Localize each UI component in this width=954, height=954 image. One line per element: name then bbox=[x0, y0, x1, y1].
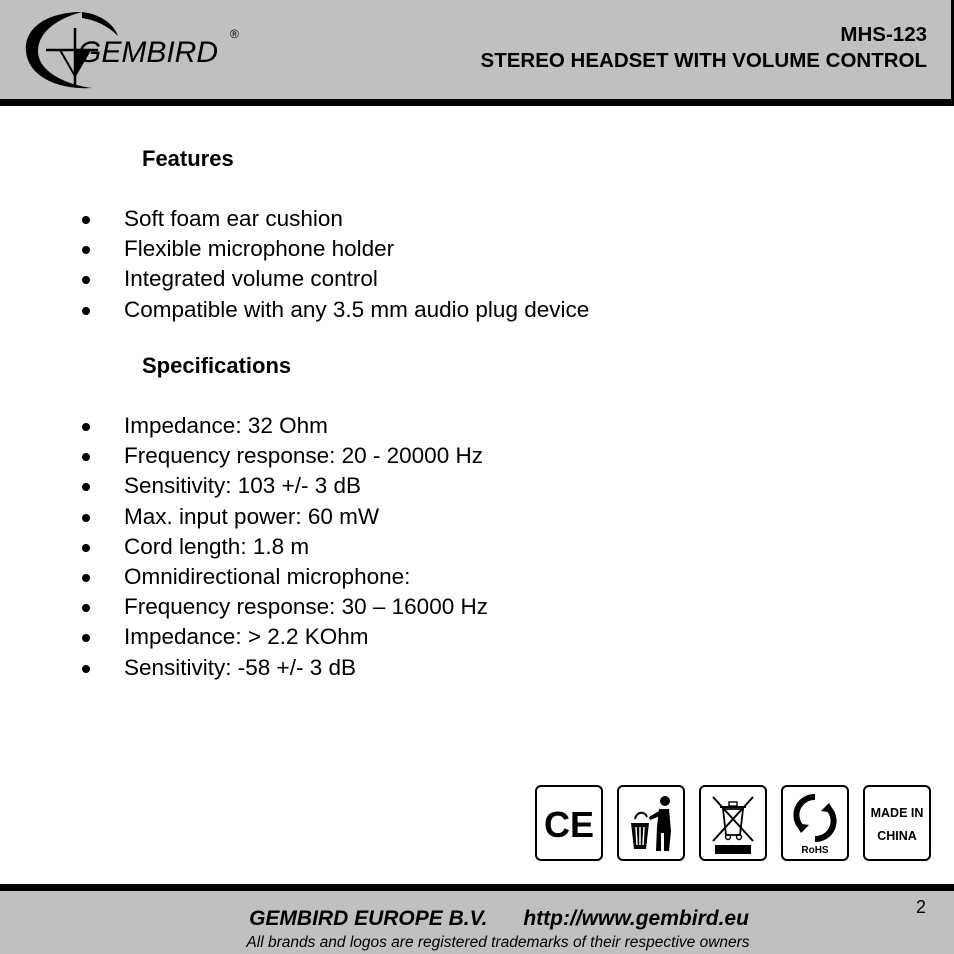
bullet-icon bbox=[82, 216, 90, 224]
list-item: Impedance: 32 Ohm bbox=[0, 411, 488, 441]
company-name: GEMBIRD EUROPE B.V. bbox=[249, 907, 488, 930]
specifications-list bbox=[0, 411, 488, 683]
bullet-icon bbox=[82, 514, 90, 522]
bullet-icon bbox=[82, 276, 90, 284]
page-footer bbox=[0, 884, 954, 954]
list-item: Sensitivity: 103 +/- 3 dB bbox=[0, 471, 488, 501]
list-item: Integrated volume control bbox=[0, 264, 589, 294]
list-item: Impedance: > 2.2 KOhm bbox=[0, 622, 488, 652]
rohs-label: RoHS bbox=[801, 845, 829, 856]
list-item: Flexible microphone holder bbox=[0, 234, 589, 264]
list-item: Compatible with any 3.5 mm audio plug device bbox=[0, 295, 589, 325]
list-item: Soft foam ear cushion bbox=[0, 204, 589, 234]
page-number: 2 bbox=[915, 897, 926, 917]
bullet-icon bbox=[82, 423, 90, 431]
trademark-notice: All brands and logos are registered trademarks of their respective owners bbox=[246, 934, 750, 951]
product-name: STEREO HEADSET WITH VOLUME CONTROL bbox=[480, 49, 927, 72]
bullet-icon bbox=[82, 453, 90, 461]
list-item: Frequency response: 20 - 20000 Hz bbox=[0, 441, 488, 471]
made-in-china-icon bbox=[863, 785, 931, 861]
tidy-man-icon bbox=[617, 785, 685, 861]
registered-mark: ® bbox=[230, 27, 239, 41]
list-item: Frequency response: 30 – 16000 Hz bbox=[0, 592, 488, 622]
bullet-icon bbox=[82, 307, 90, 315]
ce-mark-icon bbox=[535, 785, 603, 861]
china-label: CHINA bbox=[877, 829, 917, 843]
bullet-icon bbox=[82, 634, 90, 642]
list-item: Cord length: 1.8 m bbox=[0, 532, 488, 562]
weee-bin-icon bbox=[699, 785, 767, 861]
bullet-icon bbox=[82, 246, 90, 254]
ce-mark-text: CE bbox=[543, 804, 595, 845]
rohs-icon bbox=[781, 785, 849, 861]
list-item: Sensitivity: -58 +/- 3 dB bbox=[0, 653, 488, 683]
logo-wordmark: GEMBIRD bbox=[78, 36, 219, 69]
bullet-icon bbox=[82, 483, 90, 491]
specifications-heading: Specifications bbox=[142, 353, 292, 378]
page-header bbox=[0, 0, 954, 106]
features-heading: Features bbox=[142, 146, 234, 171]
list-item: Omnidirectional microphone: bbox=[0, 562, 488, 592]
website-link[interactable]: http://www.gembird.eu bbox=[523, 907, 749, 930]
bullet-icon bbox=[82, 604, 90, 612]
features-list bbox=[0, 204, 589, 325]
model-number: MHS-123 bbox=[840, 23, 927, 46]
bullet-icon bbox=[82, 544, 90, 552]
gembird-logo bbox=[22, 6, 252, 92]
footer-company-line bbox=[0, 907, 954, 931]
header-title-block bbox=[481, 22, 927, 74]
bullet-icon bbox=[82, 665, 90, 673]
bullet-icon bbox=[82, 574, 90, 582]
made-in-label: MADE IN bbox=[870, 806, 924, 820]
list-item: Max. input power: 60 mW bbox=[0, 502, 488, 532]
